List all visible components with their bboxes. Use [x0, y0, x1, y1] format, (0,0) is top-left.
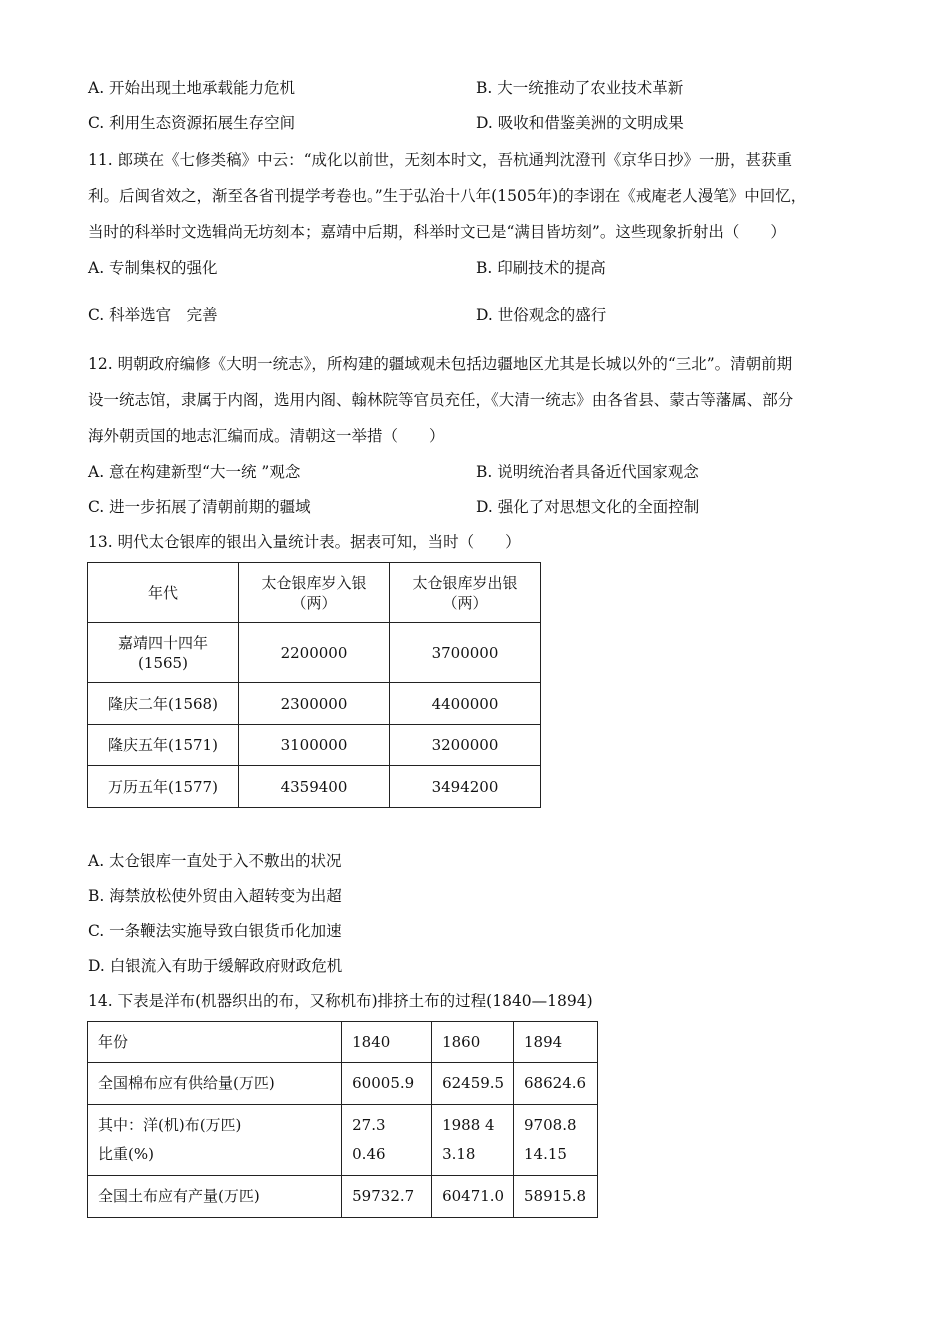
row-label: 全国土布应有产量(万匹): [88, 1176, 342, 1218]
q11-stem-line-2: 利。后闽省效之，渐至各省刊提学考卷也。”生于弘治十八年(1505年)的李诩在《戒庵老人漫笔》中回忆，: [88, 187, 807, 205]
row-expense: 3200000: [390, 725, 541, 766]
row-label: 全国棉布应有供给量(万匹): [88, 1063, 342, 1105]
q12-option-c: C. 进一步拓展了清朝前期的疆域: [88, 498, 311, 516]
q11-stem-line-3: 当时的科举时文选辑尚无坊刻本；嘉靖中后期，科举时文已是“满目皆坊刻”。这些现象折射出（ ）: [88, 223, 786, 241]
header-year-label: 年份: [88, 1022, 342, 1063]
q13-option-d: D. 白银流入有助于缓解政府财政危机: [88, 957, 343, 975]
table-header-row: [88, 563, 541, 623]
q12-option-d: D. 强化了对思想文化的全面控制: [476, 498, 700, 516]
q10-option-a: A. 开始出现土地承载能力危机: [88, 79, 296, 97]
row-cell: 9708.8 14.15: [514, 1105, 598, 1176]
header-expense: 太仓银库岁出银 （两）: [390, 563, 541, 623]
row-expense: 3700000: [390, 623, 541, 683]
table-row: [88, 683, 541, 725]
row-expense: 3494200: [390, 766, 541, 808]
header-1860: 1860: [432, 1022, 514, 1063]
q12-stem-line-1: 12. 明朝政府编修《大明一统志》，所构建的疆域观未包括边疆地区尤其是长城以外的“三北”。清朝前期: [88, 355, 793, 373]
row-label: 其中：洋(机)布(万匹) 比重(%): [88, 1105, 342, 1176]
row-cell: 60005.9: [342, 1063, 432, 1105]
row-cell: 58915.8: [514, 1176, 598, 1218]
row-era: 隆庆五年(1571): [88, 725, 239, 766]
row-income: 2200000: [239, 623, 390, 683]
q10-option-b: B. 大一统推动了农业技术革新: [476, 79, 684, 97]
cloth-table: [87, 1021, 598, 1218]
table-row: [88, 766, 541, 808]
q11-option-c: C. 科举选官 完善: [88, 306, 218, 324]
row-income: 4359400: [239, 766, 390, 808]
q12-stem-line-3: 海外朝贡国的地志汇编而成。清朝这一举措（ ）: [88, 427, 445, 445]
q11-option-b: B. 印刷技术的提高: [476, 259, 606, 277]
q10-option-c: C. 利用生态资源拓展生存空间: [88, 114, 296, 132]
row-cell: 62459.5: [432, 1063, 514, 1105]
table-header-row: [88, 1022, 598, 1063]
row-cell: 60471.0: [432, 1176, 514, 1218]
q12-option-b: B. 说明统治者具备近代国家观念: [476, 463, 699, 481]
row-cell: 27.3 0.46: [342, 1105, 432, 1176]
q12-stem-line-2: 设一统志馆，隶属于内阁，选用内阁、翰林院等官员充任，《大清一统志》由各省县、蒙古等藩属、部分: [88, 391, 794, 409]
q14-stem: 14. 下表是洋布(机器织出的布，又称机布)排挤土布的过程(1840—1894): [88, 992, 593, 1010]
header-1840: 1840: [342, 1022, 432, 1063]
header-era: 年代: [88, 563, 239, 623]
row-cell: 59732.7: [342, 1176, 432, 1218]
row-era: 嘉靖四十四年 (1565): [88, 623, 239, 683]
header-1894: 1894: [514, 1022, 598, 1063]
q13-option-a: A. 太仓银库一直处于入不敷出的状况: [88, 852, 342, 870]
row-expense: 4400000: [390, 683, 541, 725]
q13-option-b: B. 海禁放松使外贸由入超转变为出超: [88, 887, 342, 905]
q13-stem: 13. 明代太仓银库的银出入量统计表。据表可知，当时（ ）: [88, 533, 521, 551]
q11-option-a: A. 专制集权的强化: [88, 259, 218, 277]
table-row: [88, 623, 541, 683]
silver-treasury-table: [87, 562, 541, 808]
table-row: [88, 1063, 598, 1105]
row-era: 隆庆二年(1568): [88, 683, 239, 725]
q10-option-d: D. 吸收和借鉴美洲的文明成果: [476, 114, 684, 132]
table-row: [88, 1176, 598, 1218]
q11-option-d: D. 世俗观念的盛行: [476, 306, 607, 324]
q12-option-a: A. 意在构建新型“大一统 ”观念: [88, 463, 301, 481]
q11-stem-line-1: 11. 郎瑛在《七修类稿》中云：“成化以前世，无刻本时文，吾杭通判沈澄刊《京华日抄》一册，甚获重: [88, 151, 793, 169]
table-row: [88, 725, 541, 766]
row-income: 2300000: [239, 683, 390, 725]
row-income: 3100000: [239, 725, 390, 766]
row-cell: 68624.6: [514, 1063, 598, 1105]
table-row: [88, 1105, 598, 1176]
header-income: 太仓银库岁入银 （两）: [239, 563, 390, 623]
row-era: 万历五年(1577): [88, 766, 239, 808]
row-cell: 1988 4 3.18: [432, 1105, 514, 1176]
q13-option-c: C. 一条鞭法实施导致白银货币化加速: [88, 922, 342, 940]
